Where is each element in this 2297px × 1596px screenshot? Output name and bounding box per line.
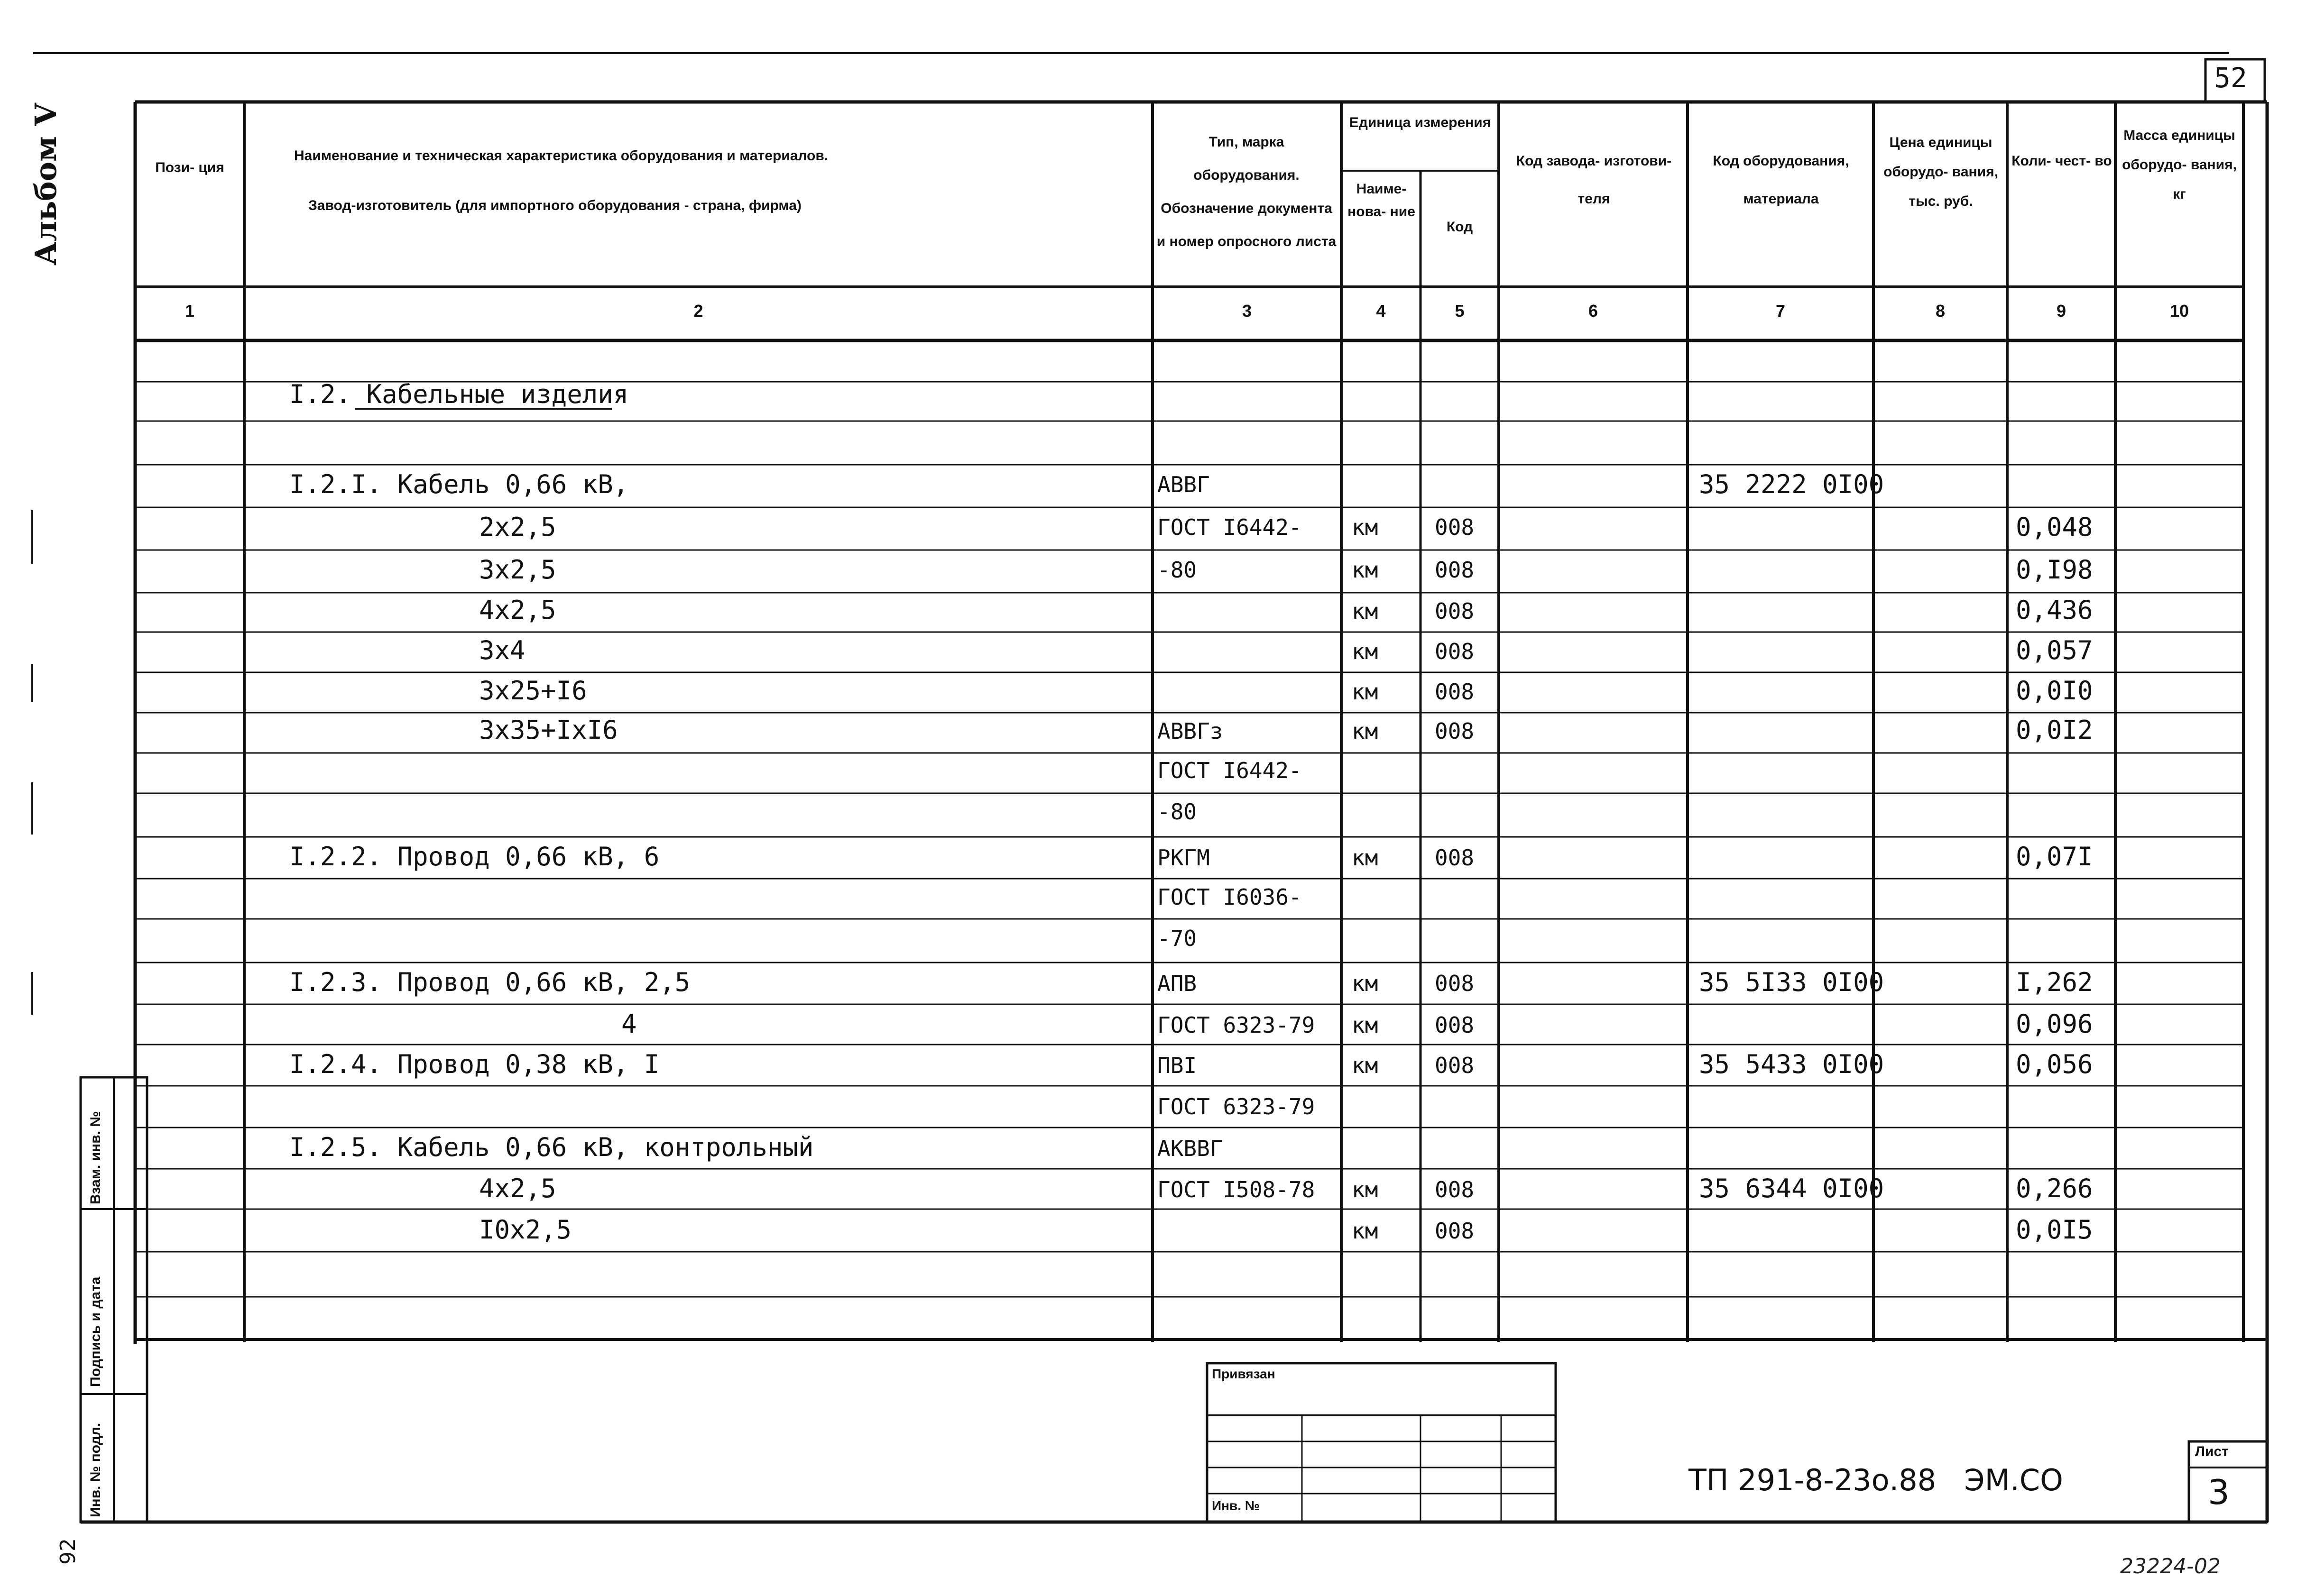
item-unit-code: 008 (1435, 514, 1475, 540)
item-unit: км (1352, 598, 1378, 624)
item-type: ГОСТ 6323-79 (1157, 1094, 1315, 1119)
item-unit: км (1352, 514, 1378, 540)
item-unit-code: 008 (1435, 1012, 1475, 1038)
item-equipment-code: 35 5I33 0I00 (1699, 967, 1884, 997)
item-name: I.2.2. Провод 0,66 кВ, 6 (289, 842, 660, 871)
item-unit: км (1352, 639, 1378, 664)
header-unit-code: Код (1446, 219, 1473, 235)
item-type: -80 (1157, 557, 1197, 583)
item-type: АВВГз (1157, 718, 1223, 744)
item-unit: км (1352, 1177, 1378, 1202)
item-unit: км (1352, 1218, 1378, 1244)
item-unit: км (1352, 1053, 1378, 1078)
stamp-privyazan: Привязан (1212, 1367, 1275, 1381)
item-type: ГОСТ I508-78 (1157, 1177, 1315, 1202)
header-equipment-code: Код оборудования, материала (1713, 153, 1849, 207)
bottom-code: 23224-02 (2120, 1554, 2221, 1578)
column-number: 8 (1935, 301, 1946, 321)
header-type: Тип, марка оборудования. Обозначение документа и номер опросного листа (1156, 134, 1337, 249)
item-unit: км (1352, 971, 1378, 996)
sheet-label: Лист (2195, 1444, 2229, 1459)
item-type: ГОСТ I6036- (1157, 884, 1302, 910)
item-name: 4х2,5 (479, 1174, 556, 1203)
item-name: 3х25+I6 (479, 676, 587, 706)
section-title: I.2. Кабельные изделия (289, 379, 629, 409)
column-number: 1 (184, 301, 195, 321)
item-type: ГОСТ 6323-79 (1157, 1012, 1315, 1038)
item-unit: км (1352, 845, 1378, 871)
item-name: I.2.I. Кабель 0,66 кВ, (289, 469, 629, 499)
column-number: 7 (1775, 301, 1786, 321)
side-label-podpis-data: Подпись и дата (88, 1276, 103, 1387)
header-price: Цена единицы оборудо- вания, тыс. руб. (1883, 135, 1998, 209)
item-unit-code: 008 (1435, 971, 1475, 996)
header-name-line2: Завод-изготовитель (для импортного оборудования - страна, фирма) (308, 198, 802, 213)
item-unit-code: 008 (1435, 639, 1475, 664)
item-name: I.2.3. Провод 0,66 кВ, 2,5 (289, 967, 691, 997)
item-type: ГОСТ I6442- (1157, 514, 1302, 540)
header-quantity: Коли- чест- во (2011, 153, 2112, 169)
item-name: 4х2,5 (479, 595, 556, 625)
item-quantity: 0,056 (2016, 1049, 2093, 1079)
header-name-line1: Наименование и техническая характеристика оборудования и материалов. (294, 148, 829, 164)
item-unit-code: 008 (1435, 557, 1475, 583)
column-number: 5 (1455, 301, 1465, 321)
column-number: 6 (1588, 301, 1598, 321)
item-type: РКГМ (1157, 845, 1210, 871)
item-type: АПВ (1157, 971, 1197, 996)
item-quantity: 0,0I5 (2016, 1215, 2093, 1245)
item-unit: км (1352, 557, 1378, 583)
column-number: 3 (1242, 301, 1252, 321)
item-unit-code: 008 (1435, 679, 1475, 705)
item-quantity: 0,096 (2016, 1009, 2093, 1039)
column-number: 9 (2056, 301, 2066, 321)
item-equipment-code: 35 5433 0I00 (1699, 1049, 1884, 1079)
column-number: 2 (693, 301, 703, 321)
item-unit-code: 008 (1435, 1053, 1475, 1078)
column-number: 4 (1376, 301, 1386, 321)
item-type: -70 (1157, 926, 1197, 951)
document-designation: ТП 291-8-23о.88 ЭМ.СО (1688, 1463, 2063, 1497)
header-mass: Масса единицы оборудо- вания, кг (2122, 128, 2237, 202)
side-label-vzam-inv: Взам. инв. № (88, 1111, 103, 1204)
item-type: -80 (1157, 799, 1197, 825)
stamp-inv-no: Инв. № (1212, 1498, 1260, 1513)
item-unit-code: 008 (1435, 1177, 1475, 1202)
sheet-corner-number: 52 (2214, 62, 2247, 94)
item-name: I.2.5. Кабель 0,66 кВ, контрольный (289, 1132, 814, 1162)
item-unit: км (1352, 679, 1378, 705)
sheet-number: 3 (2208, 1472, 2230, 1512)
item-equipment-code: 35 2222 0I00 (1699, 469, 1884, 499)
item-name: 4 (621, 1009, 637, 1039)
item-name: I.2.4. Провод 0,38 кВ, I (289, 1049, 660, 1079)
item-quantity: I,262 (2016, 967, 2093, 997)
item-type: ГОСТ I6442- (1157, 758, 1302, 783)
margin-number: 92 (56, 1538, 80, 1565)
item-type: ПВI (1157, 1053, 1197, 1078)
item-unit-code: 008 (1435, 845, 1475, 871)
item-quantity: 0,048 (2016, 512, 2093, 542)
item-quantity: 0,436 (2016, 595, 2093, 625)
item-quantity: 0,07I (2016, 842, 2093, 871)
item-quantity: 0,I98 (2016, 555, 2093, 585)
item-unit-code: 008 (1435, 1218, 1475, 1244)
item-name: I0х2,5 (479, 1215, 572, 1245)
album-label: Альбом V (28, 103, 63, 266)
item-type: АВВГ (1157, 472, 1210, 497)
item-equipment-code: 35 6344 0I00 (1699, 1174, 1884, 1203)
item-unit: км (1352, 718, 1378, 744)
header-position: Пози- ция (155, 160, 224, 175)
item-quantity: 0,266 (2016, 1174, 2093, 1203)
item-type: АКВВГ (1157, 1136, 1223, 1161)
item-name: 3х2,5 (479, 555, 556, 585)
item-unit: км (1352, 1012, 1378, 1038)
header-unit: Единица измерения (1349, 115, 1491, 130)
item-quantity: 0,057 (2016, 635, 2093, 665)
item-name: 3х4 (479, 635, 526, 665)
item-name: 3х35+IхI6 (479, 715, 618, 745)
column-number: 10 (2169, 301, 2189, 321)
item-quantity: 0,0I0 (2016, 676, 2093, 706)
item-unit-code: 008 (1435, 598, 1475, 624)
item-name: 2х2,5 (479, 512, 556, 542)
header-factory-code: Код завода- изготови- теля (1516, 153, 1672, 207)
item-quantity: 0,0I2 (2016, 715, 2093, 745)
item-unit-code: 008 (1435, 718, 1475, 744)
header-unit-name: Наиме- нова- ние (1347, 181, 1415, 220)
side-label-inv-podl: Инв. № подл. (88, 1422, 103, 1517)
